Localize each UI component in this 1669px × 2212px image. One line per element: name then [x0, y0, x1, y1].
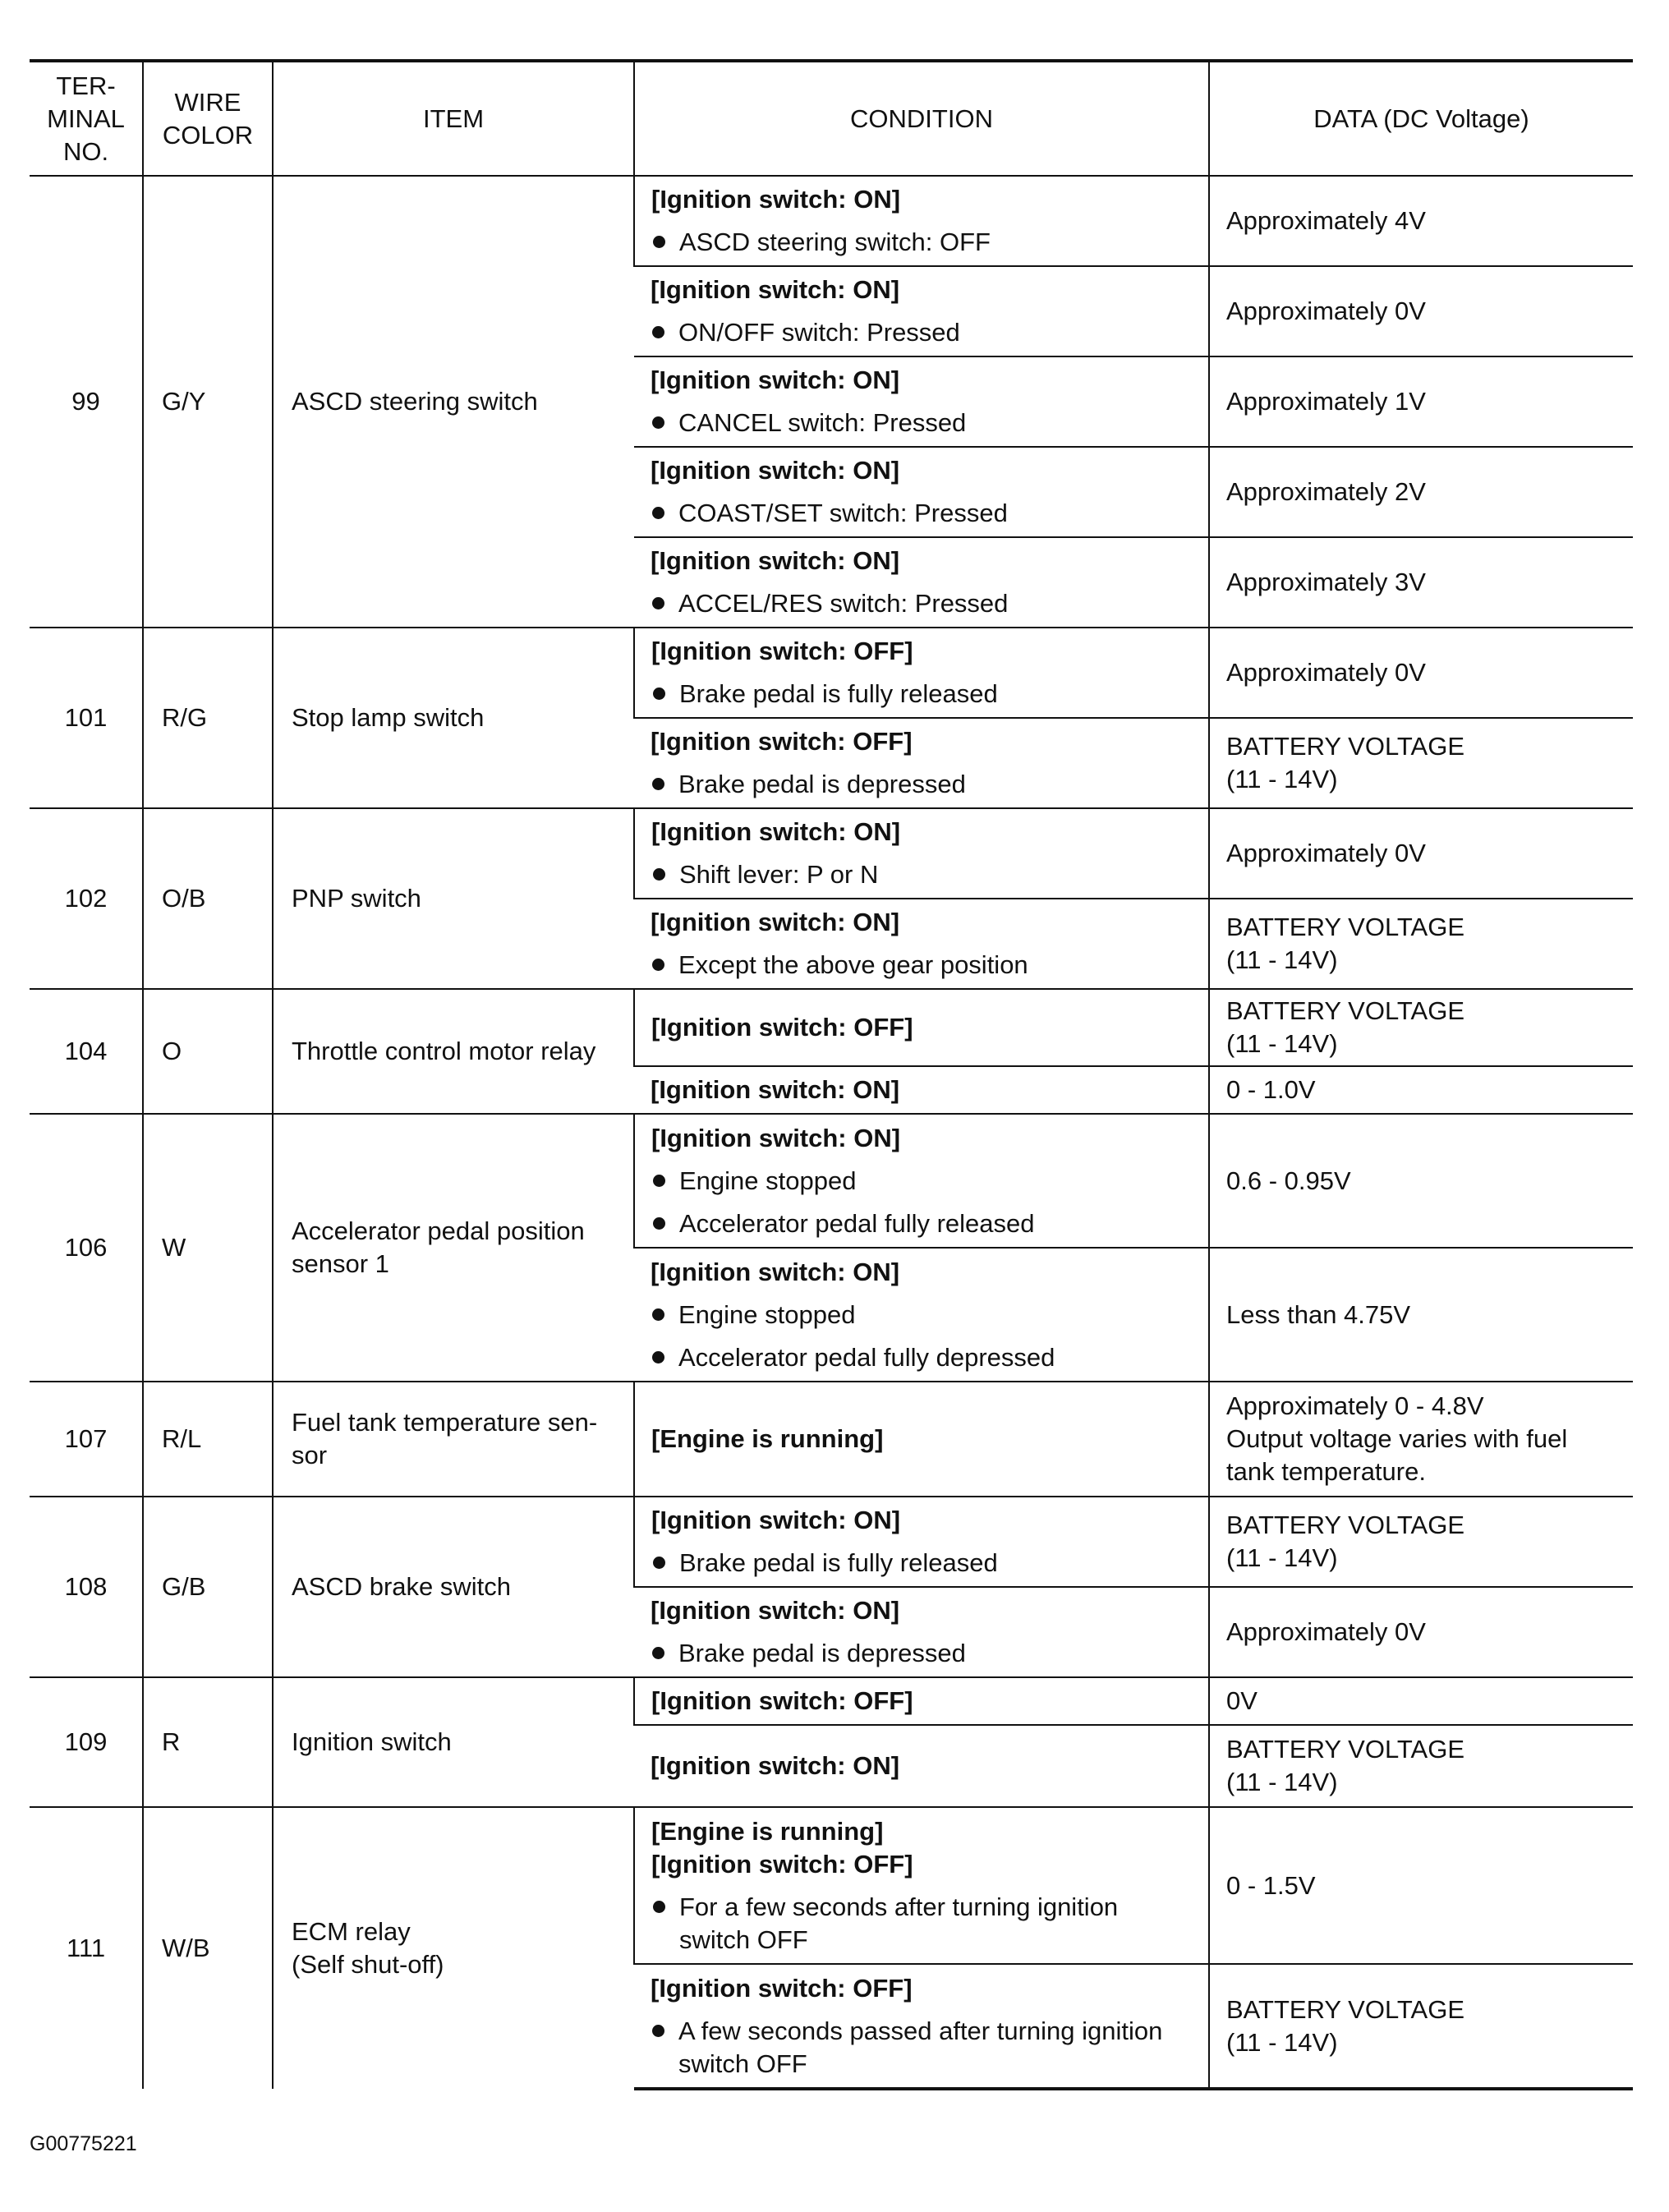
condition-title: [Engine is running]: [651, 1424, 884, 1453]
bullet-icon: [652, 1308, 664, 1321]
condition-bullet-item: [651, 226, 1193, 259]
item-cell: [273, 1497, 634, 1677]
condition-title: [Ignition switch: ON]: [651, 1257, 900, 1286]
data-voltage-cell: [1209, 1382, 1633, 1497]
wire-color-cell: [143, 1677, 273, 1807]
item-cell: [273, 1807, 634, 2089]
condition-title: [Ignition switch: OFF]: [651, 727, 913, 756]
condition-title: [Ignition switch: ON]: [651, 275, 900, 304]
terminal-no-text: 111: [66, 1934, 106, 1962]
condition-cell: [634, 989, 1209, 1066]
condition-cell: [634, 266, 1209, 356]
table-header-row: [30, 61, 1633, 176]
data-voltage-text: Approximately 0 - 4.8V Output voltage varies with fuel tank temperature.: [1226, 1391, 1568, 1486]
data-voltage-cell: [1209, 266, 1633, 356]
item-text: ASCD steering switch: [292, 387, 538, 416]
condition-cell: [634, 1587, 1209, 1677]
condition-title: [Ignition switch: ON]: [651, 1075, 900, 1104]
condition-bullet-item: [651, 678, 1193, 711]
terminal-no-text: 104: [64, 1037, 108, 1065]
condition-bullet-item: [651, 1165, 1193, 1198]
condition-bullet-text: Brake pedal is fully released: [679, 679, 998, 708]
condition-cell: [634, 447, 1209, 537]
terminal-no-cell: [30, 176, 143, 628]
data-voltage-text: Less than 4.75V: [1226, 1299, 1411, 1329]
table-row: [30, 1677, 1633, 1725]
condition-cell: [634, 1248, 1209, 1382]
bullet-icon: [653, 688, 665, 700]
wire-color-text: W: [162, 1233, 186, 1262]
terminal-no-cell: [30, 989, 143, 1114]
wire-color-cell: [143, 628, 273, 808]
condition-title: [Ignition switch: OFF]: [651, 1973, 913, 2003]
condition-bullet-item: [651, 768, 1193, 801]
terminal-no-cell: [30, 808, 143, 989]
table-row: [30, 1807, 1633, 1964]
table-row: [30, 628, 1633, 718]
header-condition: CONDITION: [634, 61, 1209, 176]
wire-color-cell: [143, 1807, 273, 2089]
bullet-icon: [653, 868, 665, 881]
condition-bullet-text: ACCEL/RES switch: Pressed: [678, 589, 1009, 618]
condition-bullet-item: [651, 1891, 1193, 1957]
terminal-no-cell: [30, 1382, 143, 1497]
terminal-no-cell: [30, 1677, 143, 1807]
condition-bullet-item: [651, 1299, 1193, 1331]
data-voltage-text: Approximately 2V: [1226, 477, 1426, 506]
data-voltage-cell: [1209, 1725, 1633, 1807]
condition-cell: [634, 537, 1209, 628]
item-text: ASCD brake switch: [292, 1572, 512, 1601]
data-voltage-cell: [1209, 628, 1633, 718]
bullet-icon: [653, 236, 665, 248]
data-voltage-cell: [1209, 1114, 1633, 1248]
terminal-no-text: 109: [64, 1727, 108, 1756]
item-text: Accelerator pedal position sensor 1: [292, 1216, 585, 1278]
data-voltage-cell: [1209, 537, 1633, 628]
data-voltage-cell: [1209, 1248, 1633, 1382]
condition-bullet-text: Brake pedal is depressed: [678, 770, 966, 798]
bullet-icon: [652, 2025, 664, 2037]
condition-title: [Ignition switch: ON]: [651, 1751, 900, 1780]
condition-title: [Engine is running]: [651, 1816, 884, 1846]
condition-bullet-text: COAST/SET switch: Pressed: [678, 499, 1008, 527]
condition-bullet-item: [651, 1637, 1193, 1670]
item-text: Stop lamp switch: [292, 703, 485, 732]
data-voltage-text: 0 - 1.0V: [1226, 1075, 1316, 1104]
wire-color-cell: [143, 1497, 273, 1677]
data-voltage-text: Approximately 0V: [1226, 297, 1426, 325]
condition-bullet-text: For a few seconds after turning ignition switch OFF: [679, 1892, 1119, 1954]
terminal-no-text: 99: [71, 387, 100, 416]
item-cell: [273, 628, 634, 808]
bullet-icon: [652, 597, 664, 609]
wire-color-text: G/Y: [162, 387, 206, 416]
terminal-no-cell: [30, 1807, 143, 2089]
bullet-icon: [652, 416, 664, 429]
bullet-icon: [652, 778, 664, 790]
wire-color-text: G/B: [162, 1572, 206, 1601]
condition-cell: [634, 1497, 1209, 1587]
wire-color-cell: [143, 1382, 273, 1497]
data-voltage-text: BATTERY VOLTAGE (11 - 14V): [1226, 1511, 1464, 1572]
condition-title: [Ignition switch: OFF]: [651, 637, 913, 665]
bullet-icon: [653, 1901, 665, 1913]
data-voltage-cell: [1209, 1807, 1633, 1964]
data-voltage-cell: [1209, 356, 1633, 447]
data-voltage-cell: [1209, 1497, 1633, 1587]
wire-color-text: W/B: [162, 1934, 210, 1962]
data-voltage-cell: [1209, 989, 1633, 1066]
condition-bullet-text: Accelerator pedal fully released: [679, 1208, 1035, 1238]
table-row: [30, 989, 1633, 1066]
data-voltage-cell: [1209, 1066, 1633, 1114]
condition-bullet-text: ON/OFF switch: Pressed: [678, 318, 960, 347]
condition-title: [Ignition switch: OFF]: [651, 1849, 913, 1879]
data-voltage-cell: [1209, 176, 1633, 266]
data-voltage-cell: [1209, 1964, 1633, 2089]
condition-cell: [634, 718, 1209, 808]
condition-cell: [634, 1677, 1209, 1725]
condition-bullet-text: Brake pedal is depressed: [678, 1639, 966, 1667]
condition-bullet-text: ASCD steering switch: OFF: [679, 228, 991, 256]
condition-title: [Ignition switch: OFF]: [651, 1686, 913, 1715]
condition-bullet-item: [651, 949, 1193, 982]
item-cell: [273, 808, 634, 989]
condition-title: [Ignition switch: ON]: [651, 817, 901, 846]
condition-bullet-item: [651, 497, 1193, 530]
data-voltage-text: BATTERY VOLTAGE (11 - 14V): [1226, 996, 1464, 1058]
header-terminal-no: TER- MINAL NO.: [30, 61, 143, 176]
wire-color-text: O/B: [162, 884, 206, 913]
data-voltage-text: Approximately 0V: [1226, 839, 1426, 867]
data-voltage-text: Approximately 1V: [1226, 387, 1426, 416]
wire-color-cell: [143, 989, 273, 1114]
condition-cell: [634, 176, 1209, 266]
item-cell: [273, 989, 634, 1114]
bullet-icon: [653, 1217, 665, 1230]
wire-color-cell: [143, 176, 273, 628]
condition-bullet-text: Engine stopped: [679, 1166, 857, 1195]
document-id: G00775221: [30, 2132, 137, 2155]
data-voltage-cell: [1209, 808, 1633, 899]
data-voltage-text: BATTERY VOLTAGE (11 - 14V): [1226, 732, 1464, 793]
condition-bullet-item: [651, 2015, 1193, 2081]
condition-title: [Ignition switch: ON]: [651, 185, 901, 214]
data-voltage-text: BATTERY VOLTAGE (11 - 14V): [1226, 1994, 1464, 2057]
condition-bullet-item: [651, 858, 1193, 891]
bullet-icon: [652, 507, 664, 519]
terminal-no-cell: [30, 1114, 143, 1382]
condition-cell: [634, 1964, 1209, 2089]
condition-bullet-item: [651, 407, 1193, 439]
wire-color-cell: [143, 808, 273, 989]
table-row: [30, 1114, 1633, 1248]
condition-bullet-text: Engine stopped: [678, 1299, 856, 1329]
condition-cell: [634, 1807, 1209, 1964]
condition-title: [Ignition switch: ON]: [651, 1123, 901, 1152]
bullet-icon: [653, 1175, 665, 1187]
table-row: [30, 808, 1633, 899]
data-voltage-text: Approximately 0V: [1226, 658, 1426, 687]
condition-cell: [634, 356, 1209, 447]
item-cell: [273, 1677, 634, 1807]
condition-title: [Ignition switch: ON]: [651, 1506, 901, 1534]
data-voltage-cell: [1209, 1587, 1633, 1677]
data-voltage-text: Approximately 0V: [1226, 1617, 1426, 1646]
wire-color-text: R: [162, 1727, 181, 1756]
condition-bullet-text: A few seconds passed after turning ignition switch OFF: [678, 2016, 1163, 2078]
data-voltage-text: BATTERY VOLTAGE (11 - 14V): [1226, 913, 1464, 974]
item-cell: [273, 1382, 634, 1497]
terminal-no-text: 101: [64, 703, 108, 732]
data-voltage-text: Approximately 3V: [1226, 568, 1426, 596]
terminal-data-table: [30, 59, 1633, 2090]
condition-title: [Ignition switch: ON]: [651, 366, 900, 394]
condition-bullet-text: Shift lever: P or N: [679, 860, 879, 889]
condition-bullet-text: Brake pedal is fully released: [679, 1548, 998, 1577]
wire-color-text: O: [162, 1037, 182, 1065]
data-voltage-text: 0.6 - 0.95V: [1226, 1166, 1351, 1195]
data-voltage-cell: [1209, 718, 1633, 808]
condition-cell: [634, 1382, 1209, 1497]
condition-cell: [634, 1114, 1209, 1248]
condition-title: [Ignition switch: OFF]: [651, 1013, 913, 1042]
condition-title: [Ignition switch: ON]: [651, 1596, 900, 1625]
condition-bullet-text: CANCEL switch: Pressed: [678, 408, 967, 437]
item-text: ECM relay (Self shut-off): [292, 1917, 444, 1979]
table-row: [30, 176, 1633, 266]
wire-color-text: R/G: [162, 703, 208, 732]
terminal-no-text: 108: [64, 1572, 108, 1601]
data-voltage-cell: [1209, 447, 1633, 537]
condition-cell: [634, 1066, 1209, 1114]
item-cell: [273, 1114, 634, 1382]
data-voltage-text: BATTERY VOLTAGE (11 - 14V): [1226, 1735, 1464, 1796]
condition-bullet-item: [651, 1547, 1193, 1580]
terminal-no-text: 107: [64, 1424, 108, 1453]
data-voltage-text: 0V: [1226, 1686, 1257, 1715]
data-voltage-cell: [1209, 1677, 1633, 1725]
item-text: Ignition switch: [292, 1727, 452, 1756]
document: [30, 59, 1633, 2090]
terminal-no-cell: [30, 628, 143, 808]
condition-bullet-item: [651, 316, 1193, 349]
bullet-icon: [652, 959, 664, 971]
bullet-icon: [652, 1351, 664, 1364]
terminal-no-text: 106: [64, 1233, 108, 1262]
wire-color-cell: [143, 1114, 273, 1382]
condition-cell: [634, 899, 1209, 989]
table-row: [30, 1382, 1633, 1497]
item-text: PNP switch: [292, 884, 421, 913]
condition-bullet-item: [651, 587, 1193, 620]
condition-bullet-text: Accelerator pedal fully depressed: [678, 1342, 1055, 1372]
condition-cell: [634, 628, 1209, 718]
item-text: Throttle control motor relay: [292, 1037, 596, 1065]
condition-cell: [634, 1725, 1209, 1807]
table-body: [30, 176, 1633, 2089]
bullet-icon: [653, 1557, 665, 1569]
condition-bullet-item: [651, 1341, 1193, 1374]
data-voltage-text: Approximately 4V: [1226, 206, 1426, 235]
wire-color-text: R/L: [162, 1424, 202, 1453]
header-wire-color: WIRE COLOR: [143, 61, 273, 176]
bullet-icon: [652, 1647, 664, 1659]
header-item: ITEM: [273, 61, 634, 176]
bullet-icon: [652, 326, 664, 338]
item-text: Fuel tank temperature sen- sor: [292, 1408, 598, 1469]
condition-title: [Ignition switch: ON]: [651, 546, 900, 575]
condition-cell: [634, 808, 1209, 899]
header-data: DATA (DC Voltage): [1209, 61, 1633, 176]
terminal-no-cell: [30, 1497, 143, 1677]
condition-bullet-text: Except the above gear position: [678, 950, 1028, 979]
table-row: [30, 1497, 1633, 1587]
item-cell: [273, 176, 634, 628]
condition-title: [Ignition switch: ON]: [651, 908, 900, 936]
condition-bullet-item: [651, 1207, 1193, 1240]
data-voltage-text: 0 - 1.5V: [1226, 1870, 1316, 1900]
terminal-no-text: 102: [64, 884, 108, 913]
data-voltage-cell: [1209, 899, 1633, 989]
condition-title: [Ignition switch: ON]: [651, 456, 900, 485]
